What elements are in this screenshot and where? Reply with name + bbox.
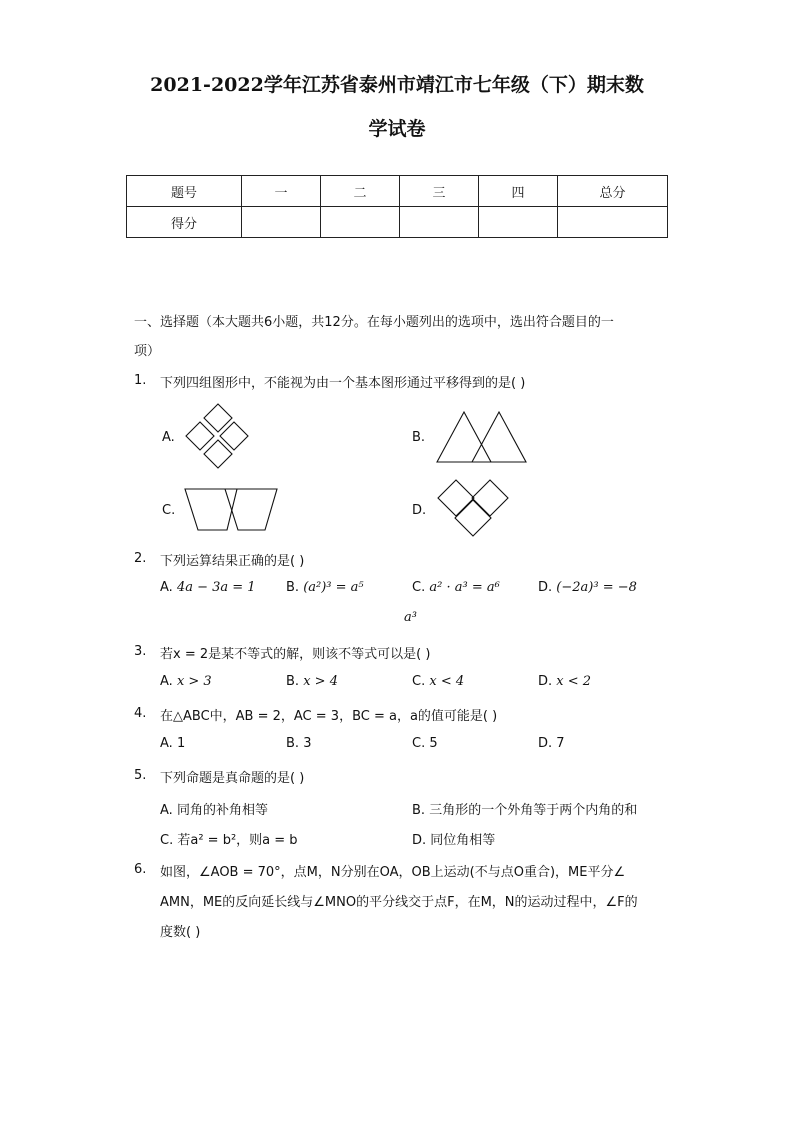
diamonds-cluster-icon <box>184 402 254 472</box>
option-c <box>412 580 500 595</box>
score-header-cell: 一 <box>242 176 321 207</box>
option-text: 5 <box>429 736 438 751</box>
option-text: x > 3 <box>176 674 212 689</box>
score-table-score-row <box>127 207 668 238</box>
option-text: (a²)³ = a⁵ <box>303 580 364 595</box>
document-title-line1: 2021-2022学年江苏省泰州市靖江市七年级（下）期末数 <box>150 74 644 96</box>
triangle-shape <box>472 412 526 462</box>
question-number: 4. <box>134 706 147 721</box>
question-number: 1. <box>134 373 147 388</box>
option-a <box>160 674 212 689</box>
option-label: A. <box>160 674 173 689</box>
option-label: C. <box>412 580 426 595</box>
option-label: A. <box>162 430 175 445</box>
question-stem-line1: 如图，∠AOB = 70°，点M，N分别在OA，OB上运动(不与点O重合)，ME平分∠ <box>160 865 626 880</box>
diamond-shape <box>186 422 214 450</box>
option-label: D. <box>412 833 427 848</box>
option-c <box>160 829 298 848</box>
option-label: D. <box>538 674 553 689</box>
option-label: A. <box>160 580 173 595</box>
question-stem-line2: AMN，ME的反向延长线与∠MNO的平分线交于点F，在M，N的运动过程中，∠F的 <box>160 895 638 910</box>
question-stem: 下列运算结果正确的是( ) <box>160 554 305 569</box>
score-header-cell: 四 <box>479 176 558 207</box>
option-label: B. <box>412 430 426 445</box>
option-b <box>286 580 364 595</box>
overlapping-triangles-icon <box>434 408 530 466</box>
score-cell-empty[interactable] <box>242 207 321 238</box>
option-label: A. <box>160 803 173 818</box>
option-a <box>160 736 185 751</box>
question-number: 2. <box>134 551 147 566</box>
option-label: C. <box>412 674 426 689</box>
option-label: D. <box>412 503 427 518</box>
document-title-line2: 学试卷 <box>368 118 426 140</box>
option-d <box>538 674 591 689</box>
option-text: (−2a)³ = −8 <box>556 580 637 595</box>
option-d <box>412 829 495 848</box>
option-label: D. <box>538 580 553 595</box>
option-d <box>538 736 565 751</box>
section-heading-line2: 项） <box>134 344 161 359</box>
score-cell-empty[interactable] <box>400 207 479 238</box>
question-number: 3. <box>134 644 147 659</box>
overlapping-trapezoids-icon <box>183 486 281 534</box>
option-text: a² · a³ = a⁶ <box>429 580 500 595</box>
option-text: x > 4 <box>303 674 338 689</box>
option-text: 同位角相等 <box>430 833 496 848</box>
option-text: 若a² = b²，则a = b <box>177 833 298 848</box>
score-row-label: 得分 <box>127 207 242 238</box>
option-b <box>286 674 338 689</box>
option-text: 4a − 3a = 1 <box>176 580 256 595</box>
score-cell-empty[interactable] <box>479 207 558 238</box>
option-a <box>160 799 268 818</box>
option-text: 1 <box>176 736 186 751</box>
triangle-shape <box>437 412 491 462</box>
option-b <box>286 736 311 751</box>
option-b <box>412 799 637 818</box>
overlapping-squares-icon <box>436 478 512 540</box>
option-label: C. <box>160 833 174 848</box>
trapezoid-shape <box>225 489 277 530</box>
option-d <box>538 580 637 595</box>
question-number: 6. <box>134 862 147 877</box>
option-label: D. <box>538 736 553 751</box>
option-text: 三角形的一个外角等于两个内角的和 <box>429 803 638 818</box>
option-label: B. <box>286 580 300 595</box>
option-text: 同角的补角相等 <box>176 803 268 818</box>
option-label: B. <box>286 736 300 751</box>
option-label: B. <box>412 803 426 818</box>
trapezoid-shape <box>185 489 237 530</box>
square-shape <box>438 480 474 516</box>
option-text: x < 4 <box>429 674 465 689</box>
score-header-cell: 二 <box>321 176 400 207</box>
option-d-wrap: a³ <box>404 610 417 625</box>
option-text: 7 <box>556 736 565 751</box>
score-table <box>126 175 668 238</box>
square-shape <box>455 500 491 536</box>
option-label: B. <box>286 674 300 689</box>
option-c <box>412 736 438 751</box>
question-stem: 若x = 2是某不等式的解，则该不等式可以是( ) <box>160 647 431 662</box>
score-table-header-row <box>127 176 668 207</box>
question-stem: 下列四组图形中，不能视为由一个基本图形通过平移得到的是( ) <box>160 376 526 391</box>
square-shape <box>472 480 508 516</box>
question-stem-line3: 度数( ) <box>160 925 201 940</box>
option-c <box>412 674 464 689</box>
option-text: 3 <box>303 736 312 751</box>
section-heading-line1: 一、选择题（本大题共6小题，共12分。在每小题列出的选项中，选出符合题目的一 <box>134 315 614 330</box>
option-label: C. <box>412 736 426 751</box>
score-cell-empty[interactable] <box>558 207 668 238</box>
score-header-cell: 三 <box>400 176 479 207</box>
question-stem: 下列命题是真命题的是( ) <box>160 771 305 786</box>
option-a <box>160 580 256 595</box>
score-cell-empty[interactable] <box>321 207 400 238</box>
option-label: A. <box>160 736 173 751</box>
score-header-cell: 题号 <box>127 176 242 207</box>
option-label: C. <box>162 503 176 518</box>
question-stem: 在△ABC中，AB = 2，AC = 3，BC = a，a的值可能是( ) <box>160 709 498 724</box>
question-number: 5. <box>134 768 147 783</box>
score-header-cell: 总分 <box>558 176 668 207</box>
option-text: x < 2 <box>556 674 592 689</box>
